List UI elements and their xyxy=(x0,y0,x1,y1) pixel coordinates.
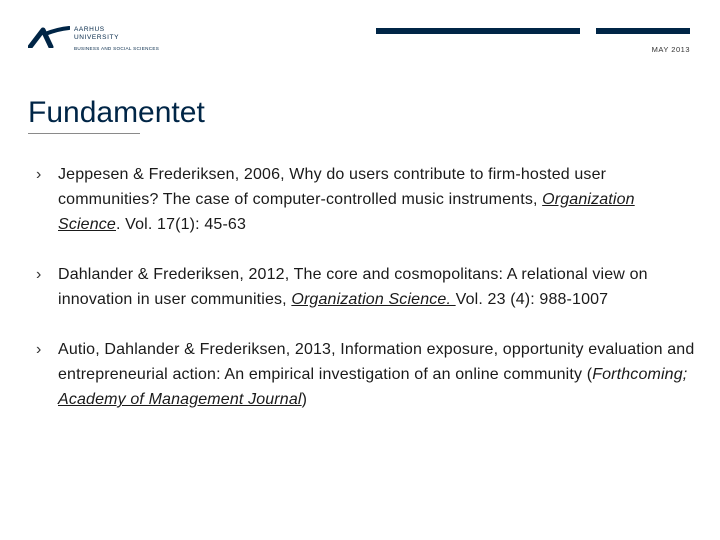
logo-subtitle: BUSINESS AND SOCIAL SCIENCES xyxy=(74,46,160,51)
publication-note: Forthcoming; xyxy=(592,366,688,383)
reference-list xyxy=(36,162,696,437)
bullet-chevron-icon: › xyxy=(36,266,42,283)
slide-date: MAY 2013 xyxy=(651,45,690,54)
reference-item xyxy=(36,262,696,312)
slide-title: Fundamentet xyxy=(28,96,205,129)
aarhus-logo-icon xyxy=(28,26,70,48)
reference-text: Autio, Dahlander & Frederiksen, 2013, Information exposure, opportunity evaluation and entrepreneurial action: An empirical investigation of an online community ( xyxy=(58,341,695,383)
logo-name-line2: UNIVERSITY xyxy=(74,34,120,41)
bullet-chevron-icon: › xyxy=(36,166,42,183)
reference-tail: ) xyxy=(301,391,308,408)
journal-title: Organization Science. xyxy=(291,291,456,308)
reference-item xyxy=(36,162,696,237)
reference-tail: . Vol. 17(1): 45-63 xyxy=(115,216,247,233)
reference-text: Dahlander & Frederiksen, 2012, The core and cosmopolitans: A relational view on innovation in user communities, xyxy=(58,266,648,308)
logo-name-line1: AARHUS xyxy=(74,26,105,33)
journal-title: Organization Science xyxy=(58,191,635,233)
header-bar-right xyxy=(596,28,690,34)
reference-tail: Vol. 23 (4): 988-1007 xyxy=(455,291,609,308)
header-bar-left xyxy=(376,28,580,34)
reference-item xyxy=(36,337,696,412)
title-underline-divider xyxy=(28,133,140,134)
bullet-chevron-icon: › xyxy=(36,341,42,358)
reference-text: Jeppesen & Frederiksen, 2006, Why do users contribute to firm-hosted user communities? The case of computer-controlled music instruments, xyxy=(58,166,607,208)
logo-name xyxy=(74,26,154,42)
journal-title: Academy of Management Journal xyxy=(58,391,302,408)
